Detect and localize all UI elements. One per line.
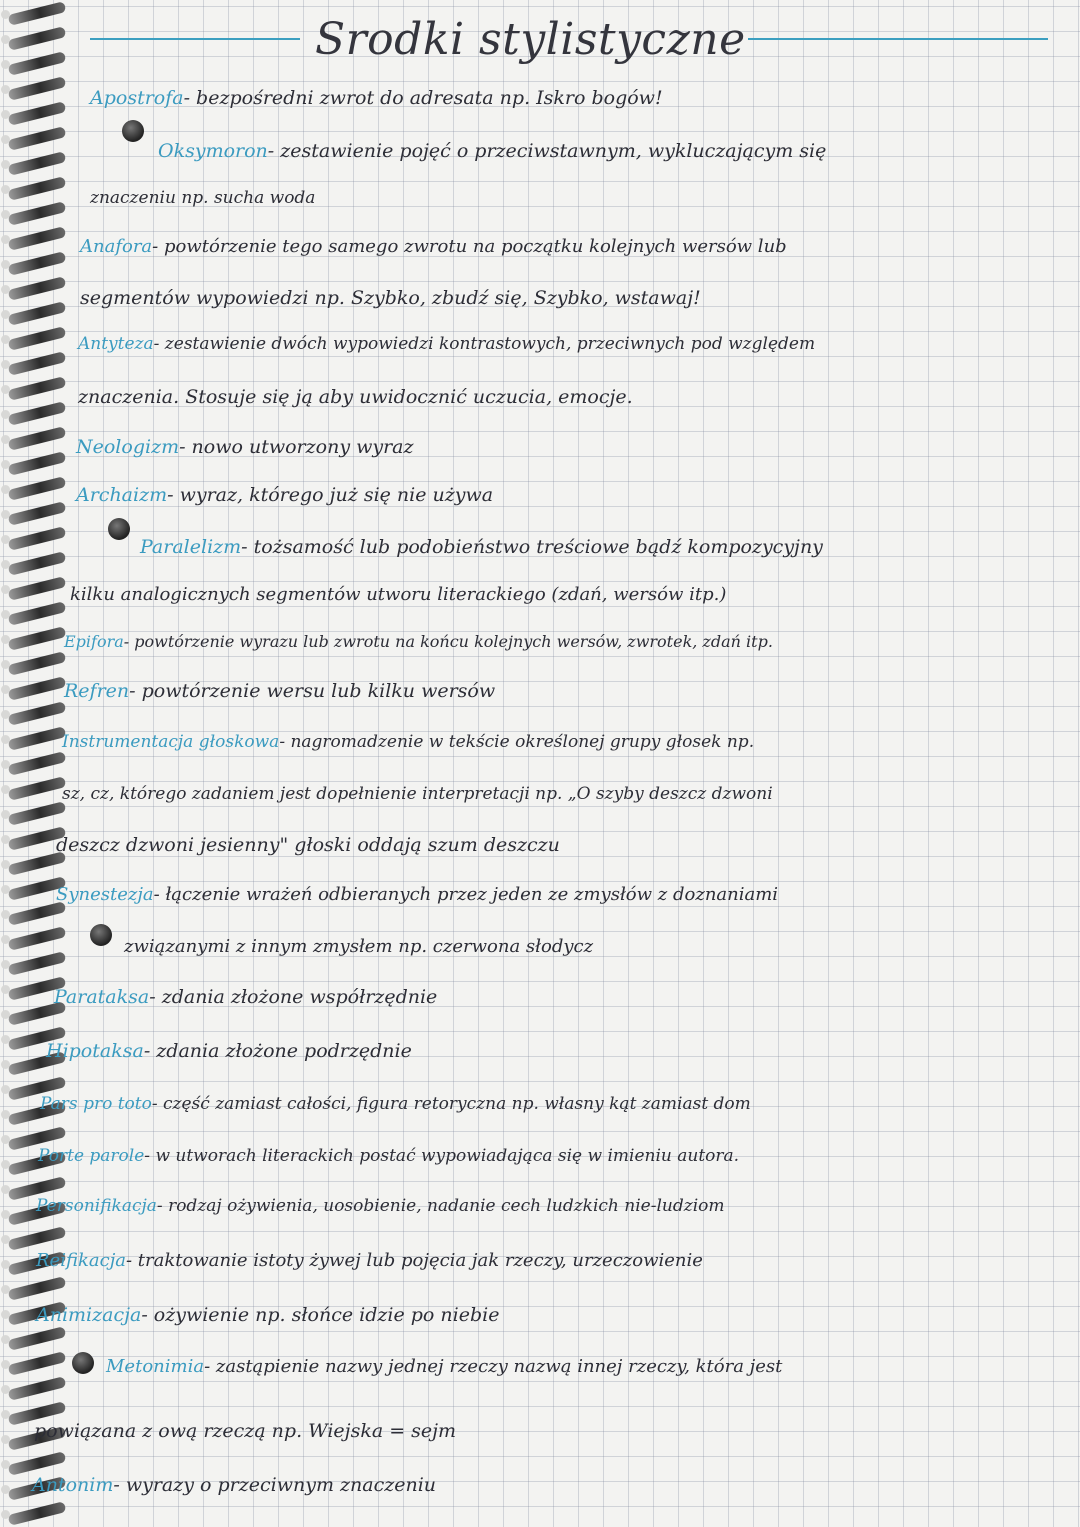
definition: - część zamiast całości, figura retoryczna np. własny kąt zamiast dom (151, 1094, 751, 1114)
binding-ring (8, 676, 67, 701)
binding-ring (8, 201, 67, 226)
term: Archaizm (76, 484, 168, 506)
definition: - zestawienie pojęć o przeciwstawnym, wykluczającym się (267, 140, 827, 162)
definition: - powtórzenie tego samego zwrotu na początku kolejnych wersów lub (152, 236, 787, 257)
note-line (38, 1146, 739, 1166)
note-line (62, 784, 773, 804)
binding-ring (8, 1451, 67, 1476)
term: Neologizm (76, 436, 180, 458)
binding-ring (8, 51, 67, 76)
spiral-binding (0, 0, 72, 1527)
term: Porte parole (38, 1146, 145, 1166)
binding-ring (8, 401, 67, 426)
binding-ring (8, 801, 67, 826)
binding-ring (8, 1376, 67, 1401)
note-line (34, 1420, 456, 1442)
binding-ring (8, 726, 67, 751)
note-line (76, 436, 414, 458)
term: Synestezja (56, 884, 154, 905)
binding-ring (8, 151, 67, 176)
note-line (64, 680, 495, 702)
note-line (124, 936, 593, 957)
binding-ring (8, 951, 67, 976)
binding-ring (8, 101, 67, 126)
note-line (32, 1474, 436, 1496)
binding-ring (8, 351, 67, 376)
binding-ring (8, 226, 67, 251)
term: Oksymoron (158, 140, 268, 162)
definition: znaczenia. Stosuje się ją aby uwidocznić uczucia, emocje. (78, 386, 633, 408)
binding-ring (8, 1, 67, 26)
note-line (80, 236, 787, 257)
note-line (56, 834, 560, 856)
note-line (158, 140, 826, 162)
binding-ring (8, 501, 67, 526)
binding-ring (8, 1351, 67, 1376)
note-line (36, 1250, 703, 1271)
binding-ring (8, 776, 67, 801)
definition: - powtórzenie wersu lub kilku wersów (129, 680, 496, 702)
term: Personifikacja (36, 1196, 157, 1216)
definition: - rodzaj ożywienia, uosobienie, nadanie cech ludzkich nie-ludziom (156, 1196, 725, 1216)
note-line (140, 536, 823, 558)
definition: - bezpośredni zwrot do adresata np. Iskro bogów! (183, 87, 663, 109)
note-line (78, 334, 815, 354)
term: Reifikacja (36, 1250, 126, 1271)
binding-ring (8, 451, 67, 476)
definition: - wyrazy o przeciwnym znaczeniu (113, 1474, 437, 1496)
note-line (78, 386, 633, 408)
binding-ring (8, 1226, 67, 1251)
term: Parataksa (54, 986, 150, 1008)
binding-ring (8, 176, 67, 201)
definition: związanymi z innym zmysłem np. czerwona słodycz (124, 936, 594, 957)
note-line (80, 287, 701, 309)
term: Antonim (32, 1474, 114, 1496)
note-line (54, 986, 437, 1008)
binding-ring (8, 1501, 67, 1526)
definition: kilku analogicznych segmentów utworu literackiego (zdań, wersów itp.) (70, 584, 727, 605)
term: Hipotaksa (46, 1040, 144, 1062)
definition: segmentów wypowiedzi np. Szybko, zbudź się, Szybko, wstawaj! (80, 287, 701, 309)
definition: - powtórzenie wyrazu lub zwrotu na końcu kolejnych wersów, zwrotek, zdań itp. (123, 632, 773, 651)
definition: - tożsamość lub podobieństwo treściowe bądź kompozycyjny (241, 536, 823, 558)
binding-ring (8, 326, 67, 351)
title-rule-left (90, 38, 300, 40)
binding-ring (8, 601, 67, 626)
page-title: Srodki stylistyczne (315, 14, 746, 65)
bullet-dot (72, 1352, 94, 1374)
binding-ring (8, 426, 67, 451)
bullet-dot (122, 120, 144, 142)
definition: - ożywienie np. słońce idzie po niebie (141, 1304, 500, 1326)
binding-ring (8, 651, 67, 676)
binding-ring (8, 301, 67, 326)
note-line (46, 1040, 412, 1062)
binding-ring (8, 376, 67, 401)
binding-ring (8, 251, 67, 276)
term: Antyteza (78, 334, 154, 354)
binding-ring (8, 626, 67, 651)
note-line (106, 1356, 782, 1377)
definition: - zdania złożone podrzędnie (143, 1040, 412, 1062)
binding-ring (8, 576, 67, 601)
binding-ring (8, 276, 67, 301)
definition: powiązana z ową rzeczą np. Wiejska = sejm (34, 1420, 457, 1442)
binding-ring (8, 701, 67, 726)
note-line (90, 188, 315, 208)
term: Instrumentacja głoskowa (62, 732, 280, 752)
binding-ring (8, 1276, 67, 1301)
note-line (76, 484, 493, 506)
binding-ring (8, 526, 67, 551)
binding-ring (8, 476, 67, 501)
definition: - zdania złożone współrzędnie (149, 986, 438, 1008)
binding-ring (8, 926, 67, 951)
definition: - w utworach literackich postać wypowiadająca się w imieniu autora. (144, 1146, 740, 1166)
binding-ring (8, 1326, 67, 1351)
note-line (62, 732, 754, 752)
definition: sz, cz, którego zadaniem jest dopełnienie interpretacji np. „O szyby deszcz dzwoni (62, 784, 773, 804)
note-line (64, 632, 773, 651)
definition: - wyraz, którego już się nie używa (167, 484, 494, 506)
term: Apostrofa (90, 87, 184, 109)
term: Pars pro toto (40, 1094, 152, 1114)
title-rule-right (748, 38, 1048, 40)
definition: znaczeniu np. sucha woda (90, 188, 316, 208)
term: Anafora (80, 236, 153, 257)
note-line (36, 1196, 724, 1216)
definition: - traktowanie istoty żywej lub pojęcia jak rzeczy, urzeczowienie (126, 1250, 703, 1271)
bullet-dot (90, 924, 112, 946)
definition: deszcz dzwoni jesienny" głoski oddają szum deszczu (56, 834, 560, 856)
binding-ring (8, 26, 67, 51)
term: Metonimia (106, 1356, 205, 1377)
definition: - zastąpienie nazwy jednej rzeczy nazwą innej rzeczy, która jest (204, 1356, 783, 1377)
note-line (40, 1094, 751, 1114)
bullet-dot (108, 518, 130, 540)
definition: - nowo utworzony wyraz (179, 436, 414, 458)
term: Animizacja (36, 1304, 142, 1326)
definition: - łączenie wrażeń odbieranych przez jeden ze zmysłów z doznaniami (153, 884, 779, 905)
note-line (70, 584, 726, 605)
term: Paralelizm (140, 536, 242, 558)
definition: - zestawienie dwóch wypowiedzi kontrastowych, przeciwnych pod względem (153, 334, 816, 354)
note-line (56, 884, 778, 905)
binding-ring (8, 76, 67, 101)
binding-ring (8, 551, 67, 576)
term: Refren (64, 680, 130, 702)
binding-ring (8, 126, 67, 151)
definition: - nagromadzenie w tekście określonej grupy głosek np. (279, 732, 755, 752)
term: Epifora (64, 632, 124, 651)
binding-ring (8, 751, 67, 776)
note-line (90, 87, 663, 109)
note-line (36, 1304, 499, 1326)
